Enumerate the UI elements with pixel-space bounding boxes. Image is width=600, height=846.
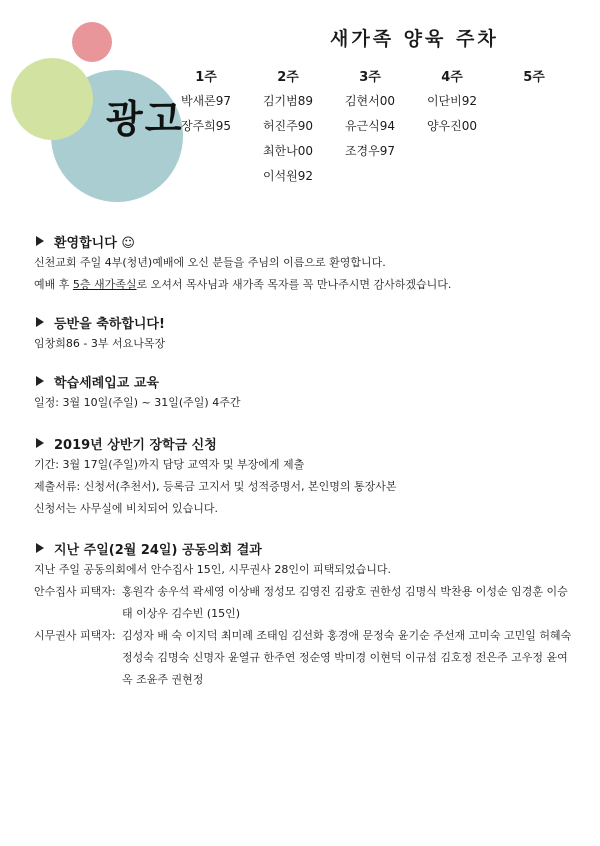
decor-circle-green (11, 58, 93, 140)
scholarship-line-3: 신청서는 사무실에 비치되어 있습니다. (34, 502, 219, 515)
deacons-list: 홍원각 송우석 곽세영 이상배 정성모 김영진 김광호 권한성 김명식 박찬용 이성순 임경훈 이승태 이상우 김수빈 (15인) (122, 585, 568, 620)
section-title: 등반을 축하합니다! (54, 316, 165, 332)
week-column-3 (328, 66, 412, 167)
triangle-bullet-icon (36, 236, 44, 246)
baptism-line-1: 일정: 3월 10일(주일) ~ 31일(주일) 4주간 (34, 396, 241, 409)
week-column-head: 1주 (195, 70, 217, 85)
week-column-head: 4주 (441, 70, 463, 85)
scholarship-line-2: 제출서류: 신청서(추천서), 등록금 고지서 및 성적증명서, 본인명의 통장사본 (34, 480, 397, 493)
week-member-name: 유근식94 (344, 119, 396, 133)
week-column-head: 5주 (523, 70, 545, 85)
week-column-4 (410, 66, 494, 142)
elders-list: 김성자 배 숙 이지덕 최미례 조태임 김선화 홍경애 문정숙 윤기순 주선재 고미숙 고민일 허혜숙 정성숙 김명숙 신명자 윤열규 한주연 정순영 박미경 이현덕 이규섬 김호정 전은주 고우정 윤여옥 조윤주 권현정 (122, 629, 572, 686)
deacons-row (34, 581, 574, 625)
section-title: 2019년 상반기 장학금 신청 (54, 437, 217, 453)
elders-label: 시무권사 피택자: (34, 629, 116, 642)
section-scholarship (34, 432, 574, 520)
section-title: 지난 주일(2월 24일) 공동의회 결과 (54, 542, 262, 558)
welcome-line-1: 신천교회 주일 4부(청년)예배에 오신 분들을 주님의 이름으로 환영합니다. (34, 256, 386, 269)
week-table-title: 새가족 양육 주차 (330, 28, 499, 50)
welcome-line-2 (34, 274, 574, 296)
week-column-head: 3주 (359, 70, 381, 85)
section-title: 학습세례입교 교육 (54, 375, 159, 391)
deacons-label: 안수집사 피택자: (34, 585, 116, 598)
decor-circle-pink (72, 22, 112, 62)
elders-row (34, 625, 574, 691)
section-welcome (34, 230, 574, 296)
ad-title: 광고 (106, 97, 184, 141)
triangle-bullet-icon (36, 543, 44, 553)
new-family-room-link: 5층 새가족실 (72, 278, 137, 291)
section-promotion (34, 311, 574, 355)
week-member-name: 장주희95 (180, 119, 232, 133)
triangle-bullet-icon (36, 438, 44, 448)
section-council (34, 537, 574, 691)
section-baptism (34, 370, 574, 414)
triangle-bullet-icon (36, 376, 44, 386)
week-member-name: 허진주90 (262, 119, 314, 133)
week-member-name: 김현서00 (344, 94, 396, 108)
council-line-1: 지난 주일 공동의회에서 안수집사 15인, 시무권사 28인이 피택되었습니다. (34, 563, 391, 576)
week-member-name: 조경우97 (344, 144, 396, 158)
week-member-name: 박새론97 (180, 94, 232, 108)
triangle-bullet-icon (36, 317, 44, 327)
week-column-head: 2주 (277, 70, 299, 85)
promotion-line-1: 임창희86 - 3부 서요나목장 (34, 337, 166, 350)
welcome-line-2-a: 예배 후 (34, 278, 73, 291)
section-title: 환영합니다 ☺ (54, 235, 135, 251)
week-member-name: 최한나00 (262, 144, 314, 158)
week-member-name: 양우진00 (426, 119, 478, 133)
week-member-name: 이단비92 (426, 94, 478, 108)
week-column-5 (492, 66, 576, 92)
welcome-line-2-b: 로 오셔서 목사님과 새가족 목자를 꼭 만나주시면 감사하겠습니다. (136, 278, 452, 291)
week-member-name: 김기범89 (262, 94, 314, 108)
week-column-1 (164, 66, 248, 142)
scholarship-line-1: 기간: 3월 17일(주일)까지 담당 교역자 및 부장에게 제출 (34, 458, 305, 471)
week-column-2 (246, 66, 330, 192)
week-member-name: 이석원92 (262, 169, 314, 183)
